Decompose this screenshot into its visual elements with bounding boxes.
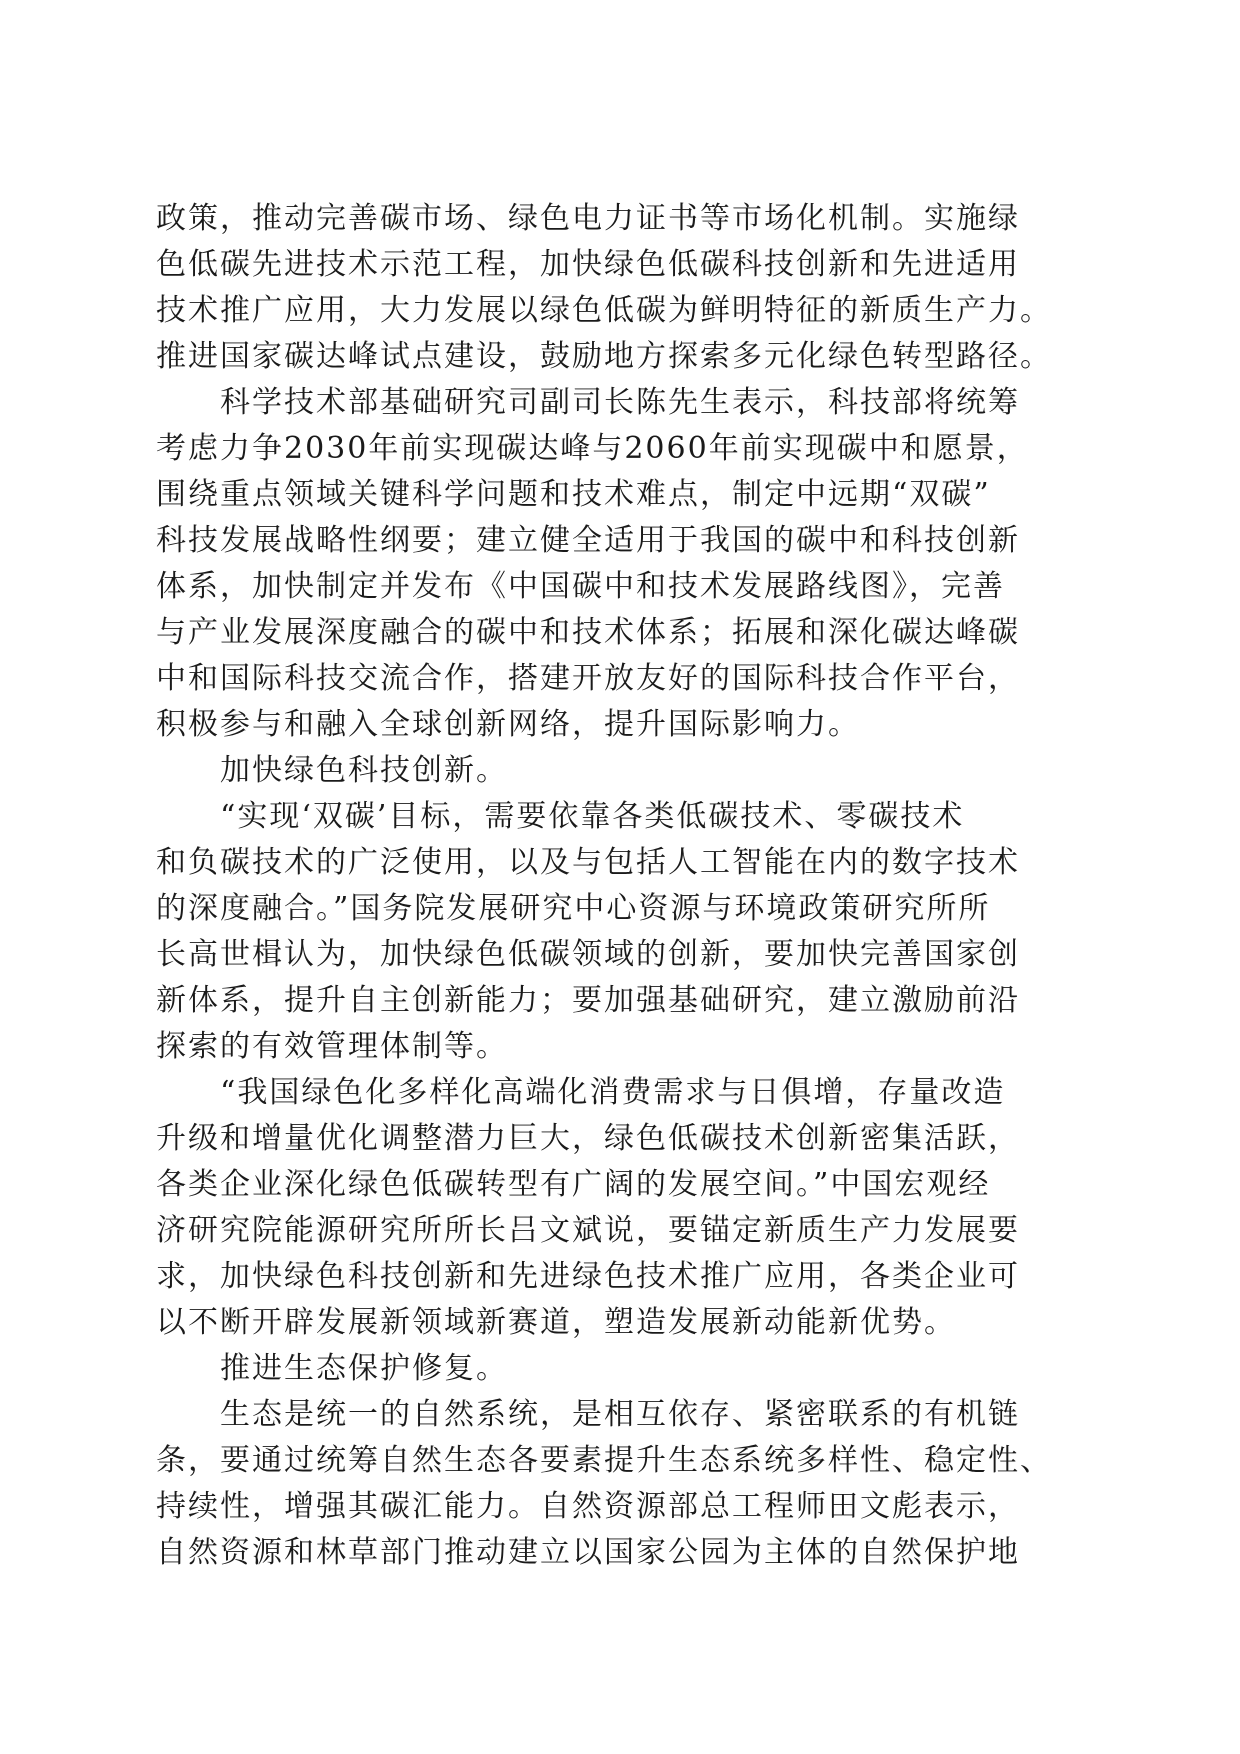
text-line: 条，要通过统筹自然生态各要素提升生态系统多样性、稳定性、: [156, 1443, 1052, 1478]
text-line: 各类企业深化绿色低碳转型有广阔的发展空间。”中国宏观经: [156, 1167, 991, 1202]
text-line: 政策，推动完善碳市场、绿色电力证书等市场化机制。实施绿: [156, 201, 1020, 236]
text-line: “我国绿色化多样化高端化消费需求与日俱增，存量改造: [220, 1075, 1006, 1110]
text-line: 围绕重点领域关键科学问题和技术难点，制定中远期“双碳”: [156, 477, 991, 512]
text-line: 自然资源和林草部门推动建立以国家公园为主体的自然保护地: [156, 1535, 1020, 1570]
text-line: 和负碳技术的广泛使用，以及与包括人工智能在内的数字技术: [156, 845, 1020, 880]
text-line: 技术推广应用，大力发展以绿色低碳为鲜明特征的新质生产力。: [156, 293, 1052, 328]
body-text: [156, 196, 1096, 1576]
text-line: 体系，加快制定并发布《中国碳中和技术发展路线图》，完善: [156, 569, 1005, 604]
text-line: 色低碳先进技术示范工程，加快绿色低碳科技创新和先进适用: [156, 247, 1020, 282]
text-line: 与产业发展深度融合的碳中和技术体系；拓展和深化碳达峰碳: [156, 615, 1020, 650]
text-line: 探索的有效管理体制等。: [156, 1029, 508, 1064]
text-line: 积极参与和融入全球创新网络，提升国际影响力。: [156, 707, 860, 742]
text-line: 长高世楫认为，加快绿色低碳领域的创新，要加快完善国家创: [156, 937, 1020, 972]
text-line: 升级和增量优化调整潜力巨大，绿色低碳技术创新密集活跃，: [156, 1121, 1020, 1156]
text-line: 推进国家碳达峰试点建设，鼓励地方探索多元化绿色转型路径。: [156, 339, 1052, 374]
text-line: 的深度融合。”国务院发展研究中心资源与环境政策研究所所: [156, 891, 991, 926]
text-line: 中和国际科技交流合作，搭建开放友好的国际科技合作平台，: [156, 661, 1020, 696]
text-line: 求，加快绿色科技创新和先进绿色技术推广应用，各类企业可: [156, 1259, 1020, 1294]
text-line: 推进生态保护修复。: [220, 1351, 508, 1386]
text-line: 新体系，提升自主创新能力；要加强基础研究，建立激励前沿: [156, 983, 1020, 1018]
text-line: 科技发展战略性纲要；建立健全适用于我国的碳中和科技创新: [156, 523, 1020, 558]
text-line: 考虑力争2030年前实现碳达峰与2060年前实现碳中和愿景，: [156, 431, 1029, 466]
text-line: “实现‘双碳’目标，需要依靠各类低碳技术、零碳技术: [220, 799, 965, 834]
text-line: 持续性，增强其碳汇能力。自然资源部总工程师田文彪表示，: [156, 1489, 1020, 1524]
text-line: 济研究院能源研究所所长吕文斌说，要锚定新质生产力发展要: [156, 1213, 1020, 1248]
text-line: 加快绿色科技创新。: [220, 753, 508, 788]
text-line: 生态是统一的自然系统，是相互依存、紧密联系的有机链: [220, 1397, 1020, 1432]
text-line: 以不断开辟发展新领域新赛道，塑造发展新动能新优势。: [156, 1305, 956, 1340]
text-line: 科学技术部基础研究司副司长陈先生表示，科技部将统筹: [220, 385, 1020, 420]
